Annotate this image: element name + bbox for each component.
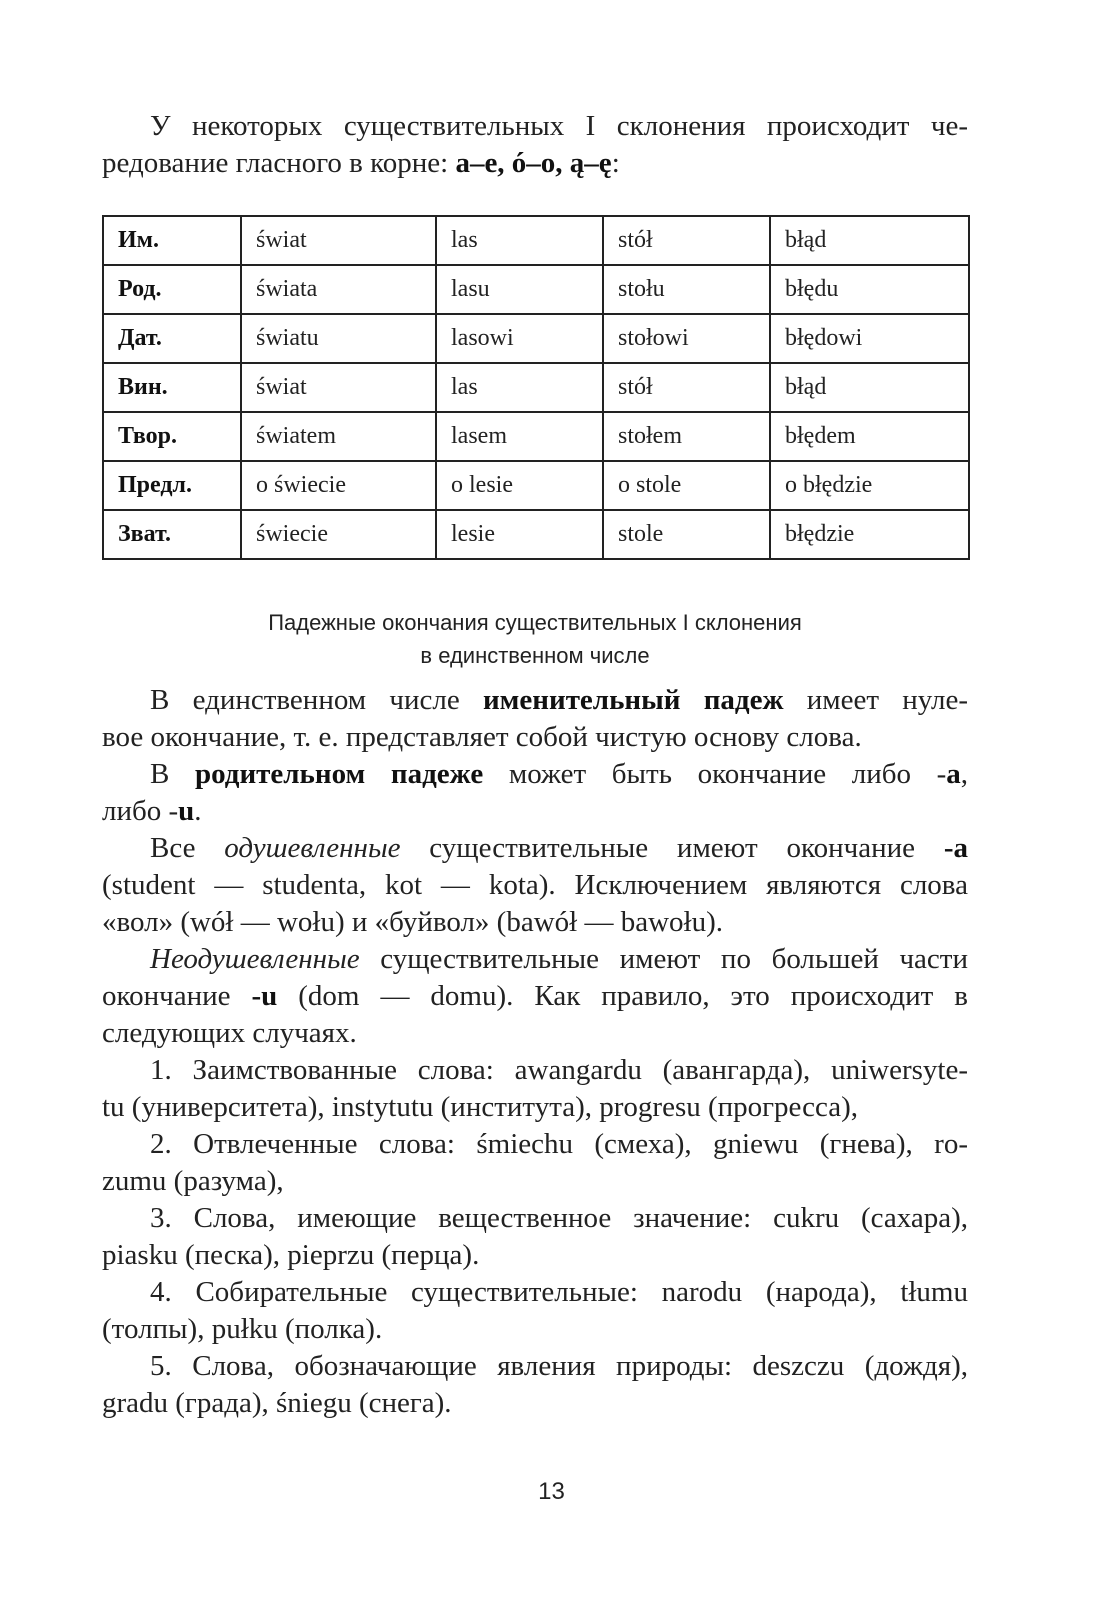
table-row [103,216,969,265]
p4-text: следующих случаях. [102,1017,357,1049]
table-cell: świata [241,265,436,314]
p3-term: одушевленные [224,832,401,864]
p4-line-3 [102,1015,968,1052]
table-cell: świecie [241,510,436,559]
p4-line-1 [102,941,968,978]
table-cell: stołem [603,412,770,461]
intro-text-1: У некоторых существительных I склонения происходит че- [150,110,968,142]
list-item-line-1: 2. Отвлеченные слова: śmiechu (смеха), gniewu (гнева), ro- [150,1128,968,1160]
section-heading-line-1: Падежные окончания существительных I склонения [268,610,802,635]
table-cell: stołowi [603,314,770,363]
table-row [103,461,969,510]
case-name: Твор. [103,412,241,461]
table-cell: świat [241,363,436,412]
table-cell: światu [241,314,436,363]
table-cell: światem [241,412,436,461]
list-item-line-1: 4. Собирательные существительные: narodu (народа), tłumu [150,1276,968,1308]
list-item-line-2: tu (университета), instytutu (института), progresu (прогресса), [102,1091,859,1123]
p3-text: «вол» (wół — wołu) и «буйвол» (bawół — bawołu). [102,906,723,938]
p4-ending: -u [251,980,278,1012]
p1-term: именительный падеж [482,684,784,716]
p1-line-2 [102,719,968,756]
p2-text: либо - [102,795,179,827]
table-row [103,265,969,314]
table-cell: o błędzie [770,461,969,510]
table-cell: stół [603,363,770,412]
p3-line-2 [102,867,968,904]
p1-text: имеет нуле- [783,684,968,716]
table-cell: lasem [436,412,603,461]
list-item-line-2: (толпы), pułku (полка). [102,1313,383,1345]
p4-line-2 [102,978,968,1015]
p2-text: В [150,758,195,790]
p2-text: может быть окончание либо - [483,758,947,790]
list-item-line-1: 1. Заимствованные слова: awangardu (авангарда), uniwersyte- [150,1054,968,1086]
p2-line-1 [102,756,968,793]
table-cell: lasowi [436,314,603,363]
case-name: Им. [103,216,241,265]
case-name: Вин. [103,363,241,412]
table-cell: o stole [603,461,770,510]
table-cell: błąd [770,216,969,265]
p2-line-2 [102,793,968,830]
list-item-line-1: 3. Слова, имеющие вещественное значение: cukru (сахара), [150,1202,968,1234]
table-cell: błędzie [770,510,969,559]
list-item-line-2: zumu (разума), [102,1165,284,1197]
list-item-line-1: 5. Слова, обозначающие явления природы: deszczu (дождя), [150,1350,968,1382]
page-number: 13 [538,1478,565,1505]
declension-table-body [103,216,969,559]
case-name: Дат. [103,314,241,363]
section-heading [102,606,968,672]
p2-ending: a [946,758,961,790]
p3-ending: -a [943,832,968,864]
p3-text: Все [150,832,225,864]
page-body [102,108,968,1422]
table-cell: las [436,363,603,412]
vowel-alternation: а–e, ó–o, ą–ę [455,147,612,179]
table-cell: błędowi [770,314,969,363]
intro-line-1 [102,108,968,145]
p1-line-1 [102,682,968,719]
table-cell: świat [241,216,436,265]
table-cell: błędu [770,265,969,314]
intro-colon: : [611,147,620,179]
list-item-line-2: piasku (песка), pieprzu (перца). [102,1239,480,1271]
intro-line-2 [102,145,968,182]
table-row [103,412,969,461]
p4-text: окончание [102,980,252,1012]
p2-ending: u [178,795,195,827]
p1-text: В единственном числе [150,684,483,716]
table-cell: błąd [770,363,969,412]
table-cell: stołu [603,265,770,314]
p4-term: Неодушевленные [150,943,360,975]
intro-text-2: редование гласного в корне: [102,147,456,179]
p4-text: существительные имеют по большей части [359,943,968,975]
table-row [103,363,969,412]
case-list [102,1052,968,1422]
table-cell: lesie [436,510,603,559]
declension-table [102,215,970,560]
case-name: Род. [103,265,241,314]
table-cell: o świecie [241,461,436,510]
table-row [103,314,969,363]
p2-term: родительном падеже [194,758,484,790]
table-row [103,510,969,559]
p3-text: (student — studenta, kot — kota). Исключением являются слова [102,869,968,901]
p3-line-3 [102,904,968,941]
table-cell: stół [603,216,770,265]
table-cell: stole [603,510,770,559]
table-cell: lasu [436,265,603,314]
p4-text: (dom — domu). Как правило, это происходит в [277,980,968,1012]
p2-text: . [194,795,202,827]
p3-line-1 [102,830,968,867]
section-heading-line-2: в единственном числе [420,643,650,668]
case-name: Предл. [103,461,241,510]
table-cell: błędem [770,412,969,461]
list-item-line-2: gradu (града), śniegu (снега). [102,1387,452,1419]
p2-text: , [960,758,969,790]
table-cell: o lesie [436,461,603,510]
table-cell: las [436,216,603,265]
p1-text: вое окончание, т. е. представляет собой чистую основу слова. [102,721,862,753]
p3-text: существительные имеют окончание [400,832,944,864]
case-name: Зват. [103,510,241,559]
